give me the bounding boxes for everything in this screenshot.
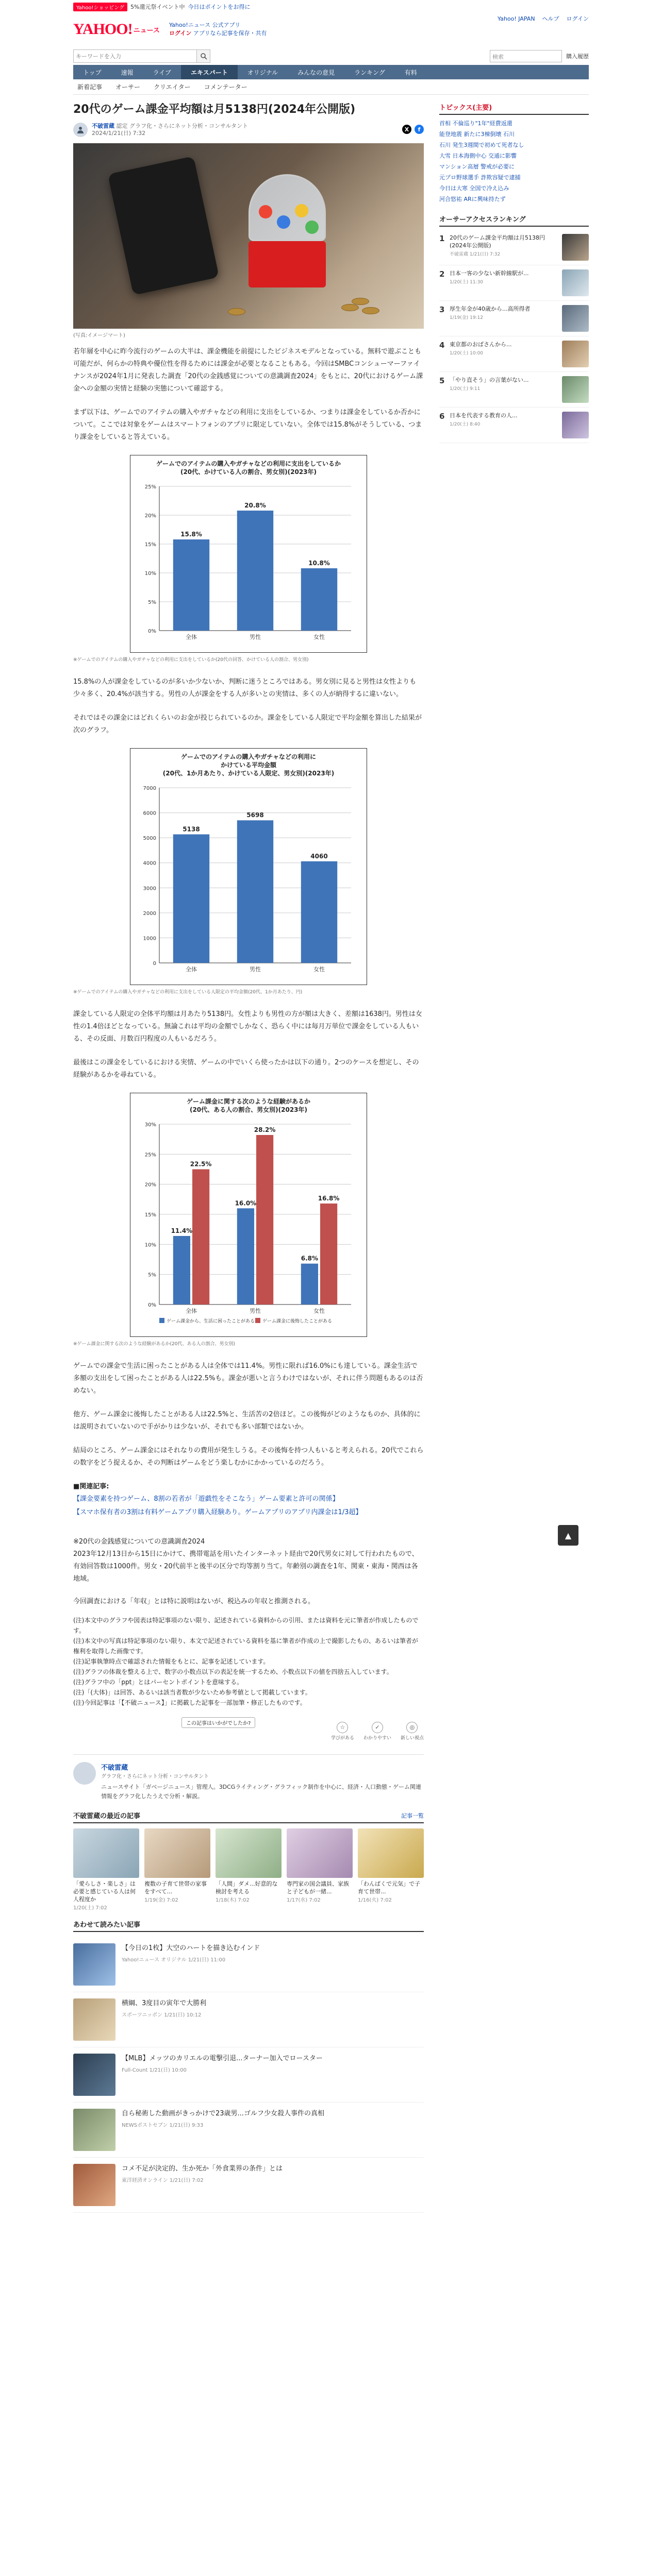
ranking-head: オーサーアクセスランキング [439, 214, 589, 227]
related-link[interactable]: 【課金要素を持つゲーム、8割の若者が「遊戯性をそこなう」ゲーム要素と許可の関係】 [73, 1495, 339, 1503]
promo-chip[interactable]: Yahoo!ショッピング [73, 3, 127, 11]
purchase-history-link[interactable]: 購入履歴 [566, 53, 589, 60]
article-card[interactable] [216, 1828, 282, 1911]
chart-3-title: ゲーム課金に関する次のような経験があるか (20代、ある人の割合、男女別)(2023年) [186, 1098, 310, 1113]
chart-bar [237, 1208, 254, 1304]
y-tick-label: 0 [153, 961, 156, 967]
rank-meta: 1/20(土) 9:11 [450, 386, 481, 392]
topic-item[interactable]: 首相 不倫巡り"1年"経費返還 [439, 120, 512, 127]
author-box-body [101, 1762, 424, 1801]
chart-1-frame [130, 455, 367, 653]
topics-head: トピックス(主要) [439, 102, 589, 115]
card-thumbnail [216, 1828, 282, 1878]
recommend-meta: Full-Count 1/21(日) 10:00 [122, 2067, 187, 2073]
help-link-label: ヘルプ [542, 15, 559, 22]
footnotes [73, 1615, 424, 1708]
data-label: 16.0% [235, 1199, 257, 1207]
data-label: 22.5% [190, 1160, 212, 1168]
rank-thumbnail [562, 269, 589, 296]
article-column [73, 102, 424, 2223]
author-box-name[interactable]: 不破雷蔵 [101, 1764, 128, 1772]
capsule-ball [259, 205, 272, 218]
sidebar [439, 102, 589, 2223]
data-label: 5698 [246, 811, 264, 819]
card-title: 「愛らしさ・楽しさ」は必要と感じている人は何人程度か [73, 1880, 136, 1903]
recommend-body [122, 1943, 260, 1986]
recommend-thumbnail [73, 2109, 115, 2151]
sub-nav [73, 79, 589, 95]
article-paragraph: 最後はこの課金をしているにおける実情、ゲームの中でいくら使ったかは以下の通り。2つのケースを想定し、その経験があるかを尋ねている。 [73, 1059, 419, 1079]
recommend-list [73, 1937, 424, 2213]
data-label: 16.8% [318, 1195, 340, 1202]
reaction-new-label: 新しい視点 [400, 1735, 424, 1741]
topic-item[interactable]: 大雪 日本海側中心 交通に影響 [439, 152, 517, 159]
method-line: 今回調査における「年収」とは特に説明はないが、税込みの年収と推測される。 [73, 1598, 315, 1605]
card-title: 専門家の国会議員、家族と子どもが一緒... [287, 1880, 349, 1895]
chart-bar [237, 511, 273, 631]
header-right-links [498, 14, 589, 23]
article-paragraph: 結局のところ、ゲーム課金にはそれなりの費用が発生しうる。その後悔を持つ人もいると考えられる。20代でこれらの数字をどう捉えるか、その判断はゲームをどう楽しむかにかかっているのだろう。 [73, 1447, 424, 1467]
card-thumbnail [287, 1828, 353, 1878]
rank-thumbnail [562, 234, 589, 261]
subnav-commentator[interactable]: コメンテーター [204, 83, 247, 91]
article-paragraph: まず以下は、ゲームでのアイテムの購入やガチャなどの利用に支出をしているか、つまりは課金をしているか否かについて。ここでは対象をゲームはスマートフォンのアプリに限定していない。全体では15.8%がそうしている、つまり課金をしていると答えている。 [73, 409, 422, 441]
person-icon [76, 126, 85, 134]
card-title: 複数の子育て世帯の家事をすべて... [144, 1880, 207, 1895]
author-avatar[interactable] [73, 123, 88, 137]
topic-item[interactable]: マンション高層 警戒が必要に [439, 163, 515, 170]
chart-3-svg [135, 1114, 361, 1330]
site-header [73, 11, 589, 47]
byline-text [92, 123, 248, 137]
reaction-clear-button[interactable] [363, 1722, 391, 1741]
subnav-creator[interactable]: クリエイター [154, 83, 191, 91]
x-tick-label: 全体 [186, 966, 197, 973]
article-date: 2024/1/21(日) 7:32 [92, 130, 146, 137]
more-articles-title: 不破雷蔵の最近の記事 [73, 1812, 141, 1820]
app-save-link[interactable]: アプリなら記事を保存・共有 [193, 30, 267, 37]
footnote: (注)本文中のグラフや図表は特記事項のない限り、記述されている資料からの引用、または資料を元に筆者が作成したものです。 [73, 1617, 419, 1634]
nav-item[interactable]: 速報 [121, 69, 134, 76]
chart-bar [301, 1264, 318, 1304]
app-link[interactable]: Yahoo!ニュース 公式アプリ [169, 22, 241, 28]
check-icon: ✓ [372, 1722, 383, 1733]
x-tick-label: 全体 [186, 634, 197, 640]
footnote: (注)本文中の写真は特記事項のない限り、本文で記述されている資料を基に筆者が作成の上で撮影したもの、あるいは筆者が権利を取得した画像です。 [73, 1637, 418, 1655]
article-paragraph: それではその課金にはどれくらいのお金が投じられているのか。課金をしている人限定で平均金額を算出した結果が次のグラフ。 [73, 714, 422, 734]
article-card[interactable] [358, 1828, 424, 1911]
chart-3-frame [130, 1093, 367, 1337]
card-date: 1/17(水) 7:02 [287, 1897, 321, 1903]
data-label: 6.8% [301, 1255, 319, 1262]
rank-number: 6 [439, 412, 445, 421]
ranking-item[interactable] [439, 265, 589, 301]
rank-number: 2 [439, 269, 445, 279]
rank-body [450, 341, 559, 367]
y-tick-label: 7000 [143, 786, 156, 791]
rank-body [450, 234, 559, 261]
chart-bar [173, 834, 209, 963]
promo-bar [73, 0, 589, 11]
article-paragraph: 課金している人限定の全体平均額は月あたり5138円。女性よりも男性の方が額は大きく、差額は1638円。男性は女性の1.4倍ほどとなっている。無論これは平均の金額でしかなく、恐らく中には毎月万単位で課金をしている人もいる、その反面、月数百円程度の人もいるだろう。 [73, 1010, 422, 1043]
card-date: 1/19(金) 7:02 [144, 1897, 178, 1903]
recommend-title: コメ不足が決定的、生か死か「外食業界の条件」とは [122, 2165, 283, 2173]
chart-bar [301, 861, 337, 963]
chart-bar [173, 1236, 190, 1304]
search-button[interactable] [197, 49, 210, 63]
topic-item[interactable]: 河合悠祐 ARに興味持たず [439, 196, 506, 202]
yahoo-logo[interactable]: YAHOO! [73, 21, 133, 38]
rank-title: 20代のゲーム課金平均額は月5138円(2024年公開版) [450, 234, 545, 249]
capsule-ball [305, 221, 319, 234]
rank-meta: 1/20(土) 11:30 [450, 280, 484, 285]
search-input[interactable] [76, 53, 194, 60]
yahoo-japan-link[interactable] [498, 14, 535, 23]
data-label: 11.4% [171, 1227, 193, 1234]
method-line: 2023年12月13日から15日にかけて、携帯電話を用いたインターネット経由で20代男女に対して行われたもので、有効回答数は1000件。男女・20代前半と後半の区分で均等割り当て。年齢別の調査を1年、関東・東海・関西は各地域。 [73, 1550, 419, 1583]
search-box [73, 49, 197, 63]
ranking-item[interactable] [439, 230, 589, 265]
share-buttons [402, 125, 424, 134]
rank-meta: 1/20(土) 10:00 [450, 351, 484, 356]
rank-thumbnail [562, 305, 589, 332]
recommend-title: あわせて読みたい記事 [73, 1921, 141, 1929]
rank-title: 「やり直そう」の言葉がない... [450, 377, 529, 383]
topic-item[interactable]: 元プロ野球選手 詐欺容疑で逮捕 [439, 174, 521, 181]
recommend-thumbnail [73, 1998, 115, 2041]
chart-bar [237, 820, 273, 963]
chart-1-title: ゲームでのアイテムの購入やガチャなどの利用に支出をしているか (20代、かけている人の割合、男女別)(2023年) [156, 460, 341, 476]
recommend-thumbnail [73, 1943, 115, 1986]
recommend-title: 自ら秘術した動画がきっかけで23歳男...ゴルフ少女殺人事件の真相 [122, 2110, 324, 2117]
recommend-thumbnail [73, 2054, 115, 2096]
recommend-title: 【MLB】メッツのカリエルの電撃引退...ターナー加入でロースター [122, 2055, 323, 2062]
rank-title: 日本一客の少ない新幹線駅が... [450, 270, 529, 277]
reaction-new-button[interactable] [401, 1722, 424, 1741]
card-thumbnail [358, 1828, 424, 1878]
recommend-meta: 東洋経済オンライン 1/21(日) 7:02 [122, 2178, 204, 2183]
related-link[interactable]: 【スマホ保有者の3割は有料ゲームアプリ購入経験あり。ゲームアプリのアプリ内課金は1/3超】 [73, 1509, 362, 1516]
rank-number: 4 [439, 341, 445, 350]
article-paragraph: ゲームでの課金で生活に困ったことがある人は全体では11.4%。男性に限れば16.0%にも達している。課金生活で多額の支出をして困ったことがある人は22.5%も。課金が悪いと言うわけではないが、それに伴う問題もあるのは否めない。 [73, 1362, 423, 1395]
y-tick-label: 20% [144, 513, 156, 519]
legend-swatch [255, 1318, 260, 1323]
footnote: (注)グラフ中の「ppt」とはパーセントポイントを意味する。 [73, 1679, 243, 1686]
recommend-item[interactable] [73, 2103, 424, 2158]
share-x-button[interactable] [402, 125, 411, 134]
topic-item[interactable]: 今日は大寒 全国で冷え込み [439, 185, 509, 192]
ranking-section [439, 214, 589, 443]
related-head: ■関連記事: [73, 1483, 109, 1490]
rank-number: 1 [439, 234, 445, 243]
recommend-item[interactable] [73, 1992, 424, 2047]
nav-item[interactable]: オリジナル [247, 69, 278, 76]
topic-item[interactable]: 能登地震 新たに3棟倒壊 石川 [439, 131, 515, 138]
promo-link[interactable]: 今日はポイントをお得に [188, 4, 251, 10]
y-tick-label: 5% [148, 1272, 156, 1278]
nav-item[interactable]: トップ [83, 69, 102, 76]
capsule-base [249, 241, 326, 287]
coin [341, 304, 359, 311]
coin [362, 307, 379, 314]
promo-text: 5%還元祭イベント中 [130, 4, 185, 10]
card-title: 「人間」ダメ...好意的な検討を考える [216, 1880, 278, 1895]
ranking-item[interactable] [439, 301, 589, 336]
rank-number: 3 [439, 305, 445, 314]
rank-thumbnail [562, 412, 589, 438]
author-name[interactable]: 不破雷蔵 [92, 123, 114, 129]
capsule-ball [277, 215, 290, 229]
recommend-head [73, 1919, 424, 1932]
x-tick-label: 女性 [313, 1308, 325, 1314]
chart-bar [173, 539, 209, 631]
chart-bar [256, 1135, 273, 1304]
content-columns [73, 102, 589, 2223]
y-tick-label: 25% [144, 484, 156, 490]
y-tick-label: 20% [144, 1182, 156, 1188]
reaction-bar [73, 1718, 424, 1744]
x-tick-label: 女性 [313, 634, 325, 640]
search-row [73, 47, 589, 65]
x-tick-label: 男性 [250, 634, 261, 640]
recommend-title: 横綱、3度目の寅年で大勝利 [122, 1999, 207, 2007]
chart-2-frame [130, 748, 367, 985]
arrow-up-icon: ▲ [565, 1530, 572, 1540]
news-logo-sub[interactable]: ニュース [133, 26, 160, 35]
nav-item[interactable]: ライブ [153, 69, 171, 76]
footnote: (注)今回記事は「【不破ニュース】」に掲載した記事を一部加筆・修正したものです。 [73, 1699, 306, 1706]
y-tick-label: 0% [148, 629, 156, 634]
more-articles-link[interactable]: 記事一覧 [401, 1812, 424, 1819]
method-line: ※20代の金銭感覚についての意識調査2024 [73, 1538, 205, 1546]
rank-body [450, 269, 559, 296]
reaction-clear-label: わかりやすい [363, 1735, 391, 1741]
chart-3-note: ※ゲーム課金に関する次のような経験があるか(20代、ある人の割合、男女別) [73, 1342, 236, 1347]
chart-1-note: ※ゲームでのアイテムの購入やガチャなどの利用に支出をしているか(20代の回答、かけている人の割合、男女別) [73, 657, 309, 663]
scroll-top-button[interactable] [558, 1525, 578, 1546]
y-tick-label: 25% [144, 1152, 156, 1158]
page-center [73, 0, 589, 2223]
reaction-learn-label: 学びがある [330, 1735, 354, 1741]
recommend-meta: スポーツニッポン 1/21(日) 10:12 [122, 2012, 202, 2018]
recommend-item[interactable] [73, 1937, 424, 1992]
spacer [73, 1520, 424, 1536]
article-paragraph: 15.8%の人が課金をしているのが多いか少ないか、判断に迷うところではある。男女別に見ると男性は女性よりも少々多く、20.4%が該当する。男性の人が課金をする人が多いとの実情は、多くの人が納得するに違いない。 [73, 678, 417, 698]
facebook-icon: f [418, 126, 421, 133]
ranking-item[interactable] [439, 372, 589, 408]
y-tick-label: 15% [144, 1212, 156, 1218]
article-title: 20代のゲーム課金平均額は月5138円(2024年公開版) [73, 103, 356, 116]
rank-number: 5 [439, 376, 445, 385]
recommend-item[interactable] [73, 2158, 424, 2213]
nav-item[interactable]: ランキング [354, 69, 385, 76]
recommend-item[interactable] [73, 2047, 424, 2103]
chart-2-note: ※ゲームでのアイテムの購入やガチャなどの利用に支出をしている人限定の平均金額(20代、1か月あたり、円) [73, 990, 303, 995]
more-articles-head [73, 1810, 424, 1823]
login-link-label: ログイン [566, 15, 589, 22]
ranking-item[interactable] [439, 408, 589, 443]
card-thumbnail [73, 1828, 139, 1878]
chart-2-svg [135, 777, 361, 978]
y-tick-label: 2000 [143, 910, 156, 917]
nav-item[interactable]: エキスパート [181, 65, 238, 79]
chart-bar [192, 1170, 209, 1305]
recommend-meta: NEWSポストセブン 1/21(日) 9:33 [122, 2123, 204, 2128]
data-label: 4060 [310, 852, 328, 860]
rank-body [450, 376, 559, 403]
author-box-bio: ニュースサイト「ガベージニュース」管理人。3DCGライティング・グラフィック制作を中心に、経済・人口動態・ゲーム関連情報をグラフ化したうえで分析・解説。 [101, 1784, 422, 1800]
main-nav [73, 65, 589, 79]
article-card[interactable] [73, 1828, 139, 1911]
nav-item[interactable]: 有料 [404, 69, 417, 76]
footnote: (注)グラフの体裁を整える上で、数字の小数点以下の表記を統一するため、小数点以下の値を四捨五入しています。 [73, 1668, 393, 1675]
rank-title: 厚生年金が40歳から...高所得者 [450, 306, 531, 312]
share-facebook-button[interactable] [415, 125, 424, 134]
data-label: 10.8% [308, 560, 330, 567]
rank-thumbnail [562, 341, 589, 367]
rank-meta: 1/20(土) 8:40 [450, 422, 481, 427]
data-label: 15.8% [180, 531, 202, 538]
y-tick-label: 10% [144, 571, 156, 577]
legend-label: ゲーム課金に後悔したことがある [262, 1319, 333, 1324]
header-links [169, 21, 267, 38]
ranking-item[interactable] [439, 336, 589, 372]
legend-swatch [159, 1318, 164, 1323]
author-role: グラフ化・さらにネット分析・コンサルタント [129, 123, 249, 129]
data-label: 20.8% [244, 502, 266, 510]
footnote: (注)「(大体)」は回答、あるいは該当者数が少ないため参考値として掲載しています。 [73, 1689, 311, 1696]
card-date: 1/20(土) 7:02 [73, 1905, 107, 1911]
y-tick-label: 15% [144, 542, 156, 548]
more-articles-cards [73, 1828, 424, 1911]
rank-body [450, 412, 559, 438]
x-tick-label: 全体 [186, 1308, 197, 1314]
hero-image [73, 143, 424, 329]
shopping-search-input[interactable]: 検索 [490, 50, 562, 62]
reaction-tooltip: この記事はいかがでしたか? [181, 1717, 255, 1728]
eye-icon: ◎ [406, 1722, 418, 1733]
author-box-avatar[interactable] [73, 1762, 96, 1785]
x-tick-label: 男性 [250, 966, 261, 973]
rank-thumbnail [562, 376, 589, 403]
search-right [490, 50, 589, 62]
search-icon [200, 53, 207, 60]
article-paragraph: 若年層を中心に昨今流行のゲームの大半は、課金機能を前提にしたビジネスモデルとなっている。無料で遊ぶことも可能だが、何らかの特典や優位性を得るためには課金が必要となることもある。今回はSMBCコンシューマーファイナンスが2024年1月に発表した調査「20代の金銭感覚についての意識調査2024」をもとに、20代におけるゲーム課金への金額の実情と経験の実態について確認する。 [73, 348, 423, 393]
y-tick-label: 6000 [143, 810, 156, 817]
recommend-body [122, 1998, 206, 2041]
y-tick-label: 4000 [143, 860, 156, 867]
card-thumbnail [144, 1828, 210, 1878]
coin [228, 308, 245, 315]
card-title: 「わんぱくで元気」で子育て世帯... [358, 1880, 420, 1895]
rank-title: 東京都のおばさんから... [450, 341, 512, 348]
recommend-body [122, 2054, 323, 2096]
data-label: 5138 [183, 825, 200, 833]
rank-meta: 不破雷蔵 1/21(日) 7:32 [450, 252, 501, 257]
reaction-learn-button[interactable] [331, 1722, 354, 1741]
author-badge: 認定 [116, 123, 128, 129]
recommend-body [122, 2109, 324, 2151]
data-label: 28.2% [254, 1126, 276, 1133]
rank-body [450, 305, 559, 332]
chart-bar [320, 1204, 337, 1304]
author-box-title: グラフ化・さらにネット分析・コンサルタント [101, 1774, 209, 1780]
rank-title: 日本を代表する教育の人... [450, 412, 518, 419]
recommend-meta: Yahoo!ニュース オリジナル 1/21(日) 11:00 [122, 1957, 226, 1963]
hero-caption: (写真:イメージマート) [73, 333, 125, 338]
card-date: 1/16(火) 7:02 [358, 1897, 392, 1903]
hero-phone [108, 156, 219, 295]
header-login-link[interactable]: ログイン [169, 30, 192, 37]
card-date: 1/18(木) 7:02 [216, 1897, 250, 1903]
subnav-new[interactable]: 新着記事 [77, 83, 103, 91]
recommend-body [122, 2164, 283, 2206]
article-card[interactable] [287, 1828, 353, 1911]
y-tick-label: 5% [148, 600, 156, 605]
article-paragraph: 他方、ゲーム課金に後悔したことがある人は22.5%と、生活苦の2倍ほど。この後悔がどのようなものか、具体的には説明されていないので手がかりは少ないが、それでも多い部類ではないか。 [73, 1411, 421, 1431]
rank-meta: 1/19(金) 19:12 [450, 315, 484, 320]
legend-label: ゲーム課金から、生活に困ったことがある [167, 1319, 255, 1324]
chart-bar [301, 568, 337, 631]
subnav-author[interactable]: オーサー [115, 83, 141, 91]
y-tick-label: 3000 [143, 886, 156, 892]
footnote: (注)記事執筆時点で確認された情報をもとに、記事を記述しています。 [73, 1658, 270, 1665]
topic-item[interactable]: 石川 発生3週間で初めて死者なし [439, 142, 524, 148]
x-icon: X [404, 126, 409, 133]
chart-2-title: ゲームでのアイテムの購入やガチャなどの利用に かけている平均金額 (20代、1か月あたり、かけている人限定、男女別)(2023年) [162, 753, 335, 777]
article-card[interactable] [144, 1828, 210, 1911]
author-box [73, 1754, 424, 1801]
nav-item[interactable]: みんなの意見 [297, 69, 335, 76]
chart-1-svg [135, 476, 361, 646]
y-tick-label: 30% [144, 1122, 156, 1128]
x-tick-label: 男性 [250, 1308, 261, 1314]
y-tick-label: 0% [148, 1302, 156, 1308]
recommend-title: 【今日の1枚】大空のハートを描き込むインド [122, 1944, 260, 1952]
capsule-ball [295, 204, 308, 217]
yahoo-japan-link-label: Yahoo! JAPAN [498, 15, 535, 22]
recommend-thumbnail [73, 2164, 115, 2206]
y-tick-label: 1000 [143, 936, 156, 942]
topics-section [439, 102, 589, 205]
login-link[interactable] [567, 14, 589, 23]
lightbulb-icon: ☆ [337, 1722, 348, 1733]
byline [73, 122, 424, 138]
help-link[interactable] [542, 14, 559, 23]
y-tick-label: 5000 [143, 836, 156, 842]
y-tick-label: 10% [144, 1242, 156, 1248]
x-tick-label: 女性 [313, 966, 325, 973]
